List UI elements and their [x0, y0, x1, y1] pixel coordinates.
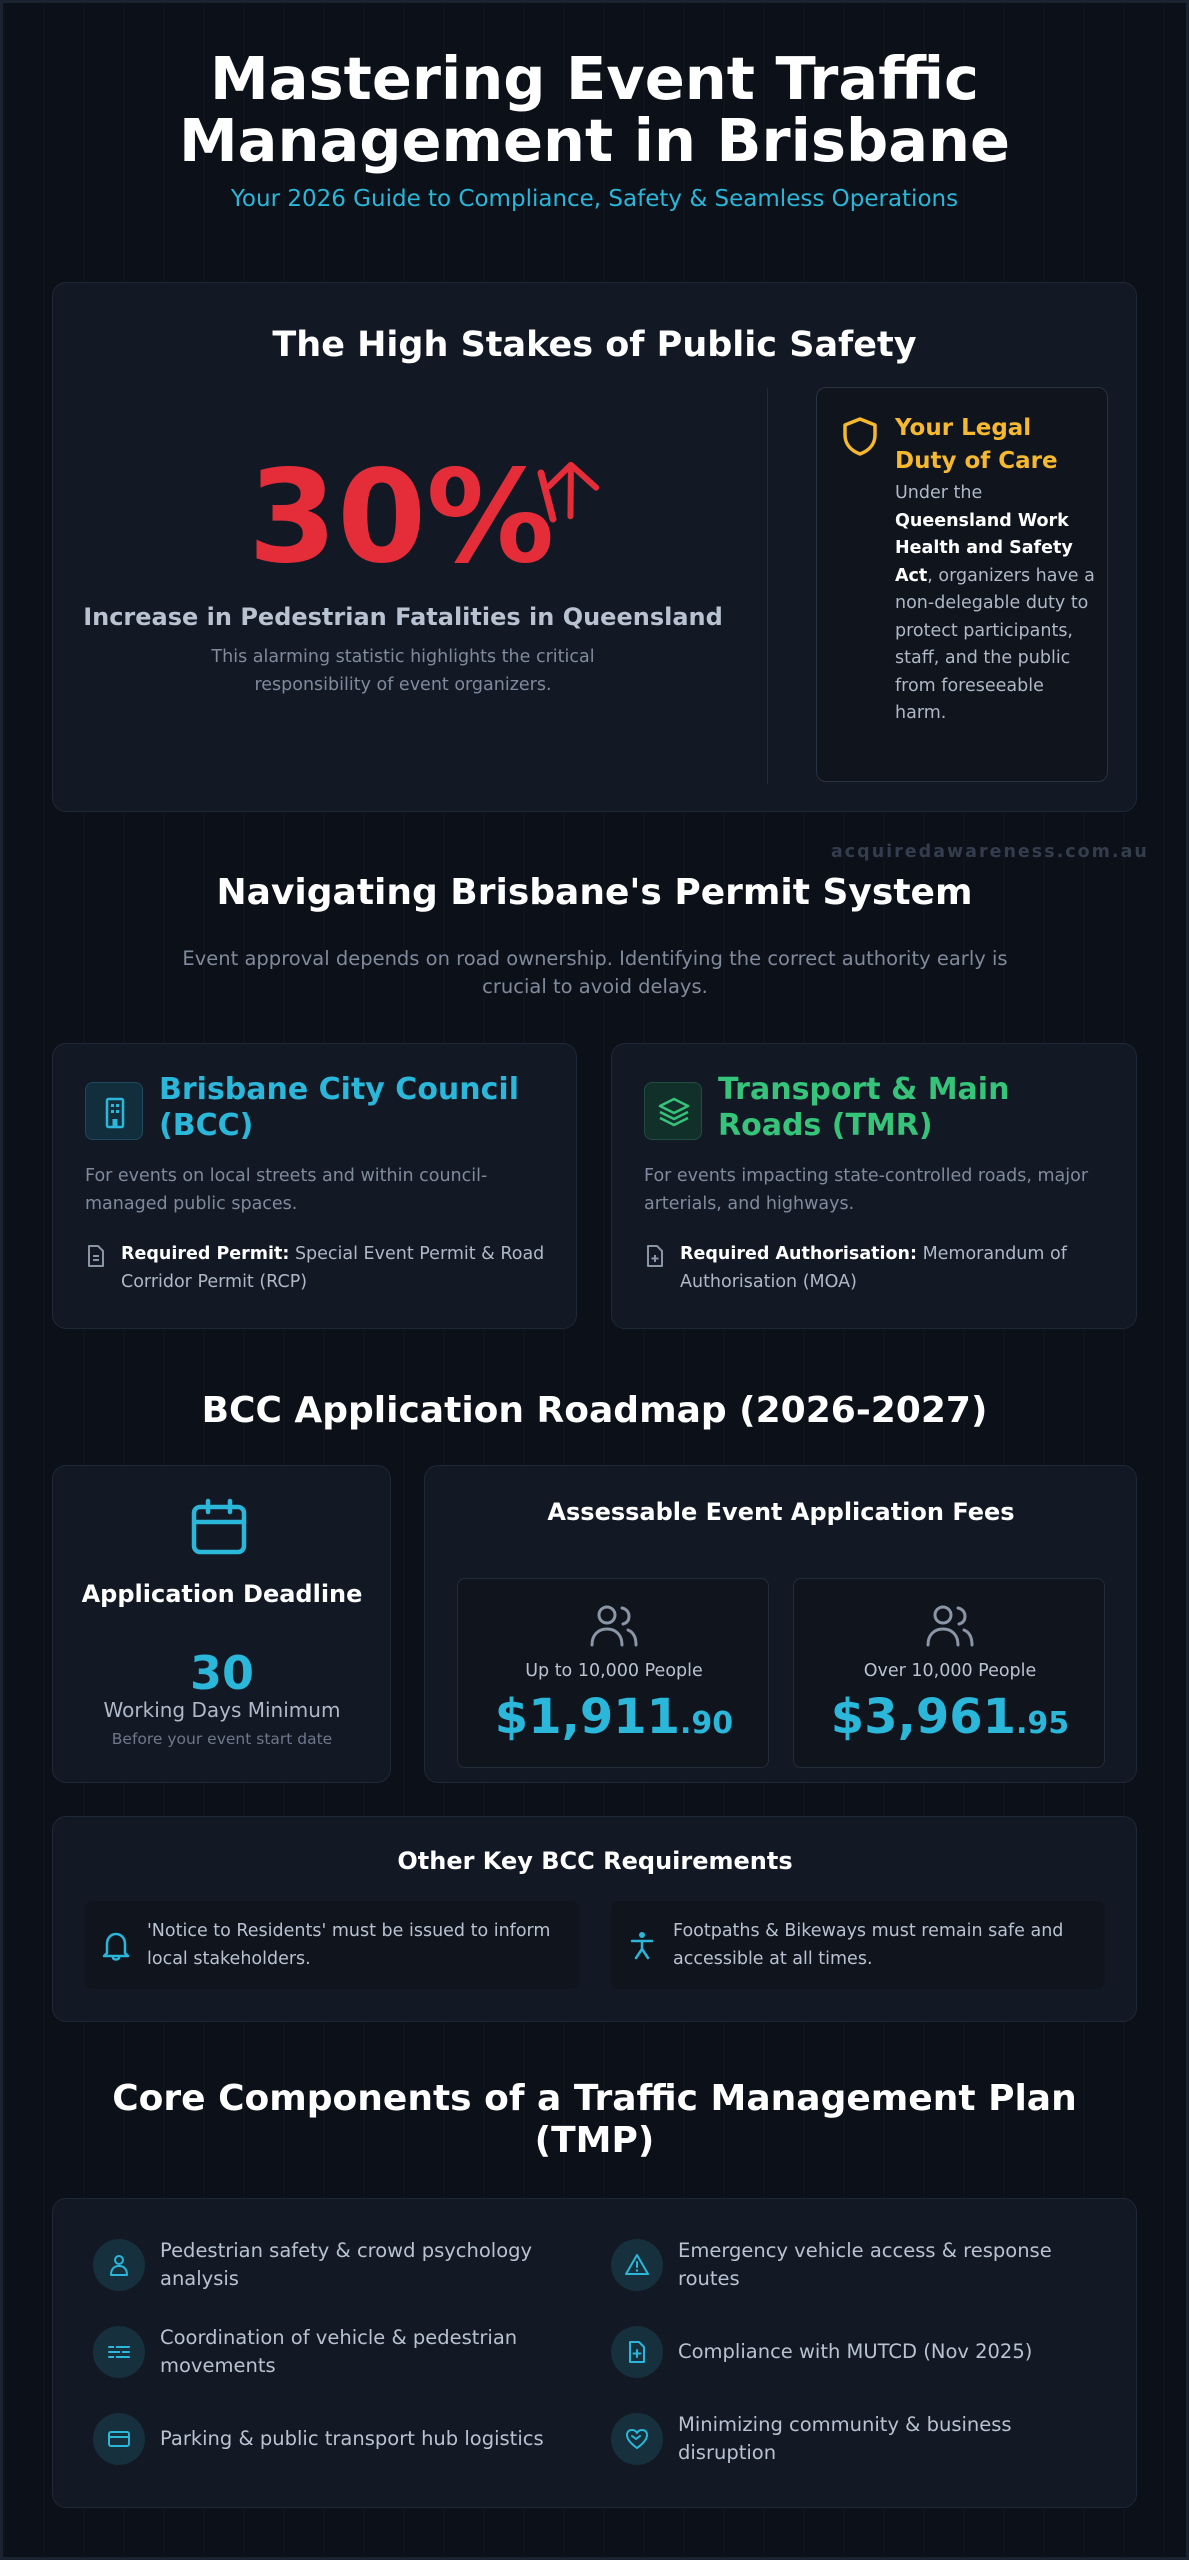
document-icon [85, 1244, 107, 1268]
stakes-card [52, 282, 1137, 812]
bcc-title: Brisbane City Council (BCC) [159, 1072, 519, 1143]
fees-card [424, 1465, 1137, 1783]
requirement-item [85, 1901, 579, 1989]
deadline-note: Before your event start date [111, 1730, 333, 1748]
fee-amount: $3,961.95 [830, 1689, 1070, 1745]
requirement-item [611, 1901, 1105, 1989]
requirement-text: 'Notice to Residents' must be issued to inform local stakeholders. [147, 1921, 551, 1969]
permits-description: Event approval depends on road ownership. Identifying the correct authority early is crucial to avoid delays. [182, 947, 1008, 998]
other-requirements-title: Other Key BCC Requirements [397, 1847, 793, 1875]
warning-icon [624, 2252, 650, 2278]
tmp-item [611, 2407, 1091, 2471]
tmp-item [93, 2320, 573, 2384]
tmp-item-text: Minimizing community & business disruption [678, 2413, 1012, 2464]
page-subtitle: Your 2026 Guide to Compliance, Safety & Seamless Operations [230, 186, 959, 212]
fee-label: Over 10,000 People [863, 1661, 1037, 1681]
tmp-item-text: Coordination of vehicle & pedestrian movements [160, 2326, 518, 2377]
bell-icon [101, 1929, 131, 1961]
document-plus-icon [644, 1244, 666, 1268]
duty-text: Under the Queensland Work Health and Safety Act, organizers have a non-delegable duty to protect participants, staff, and the public from foreseeable harm. [895, 483, 1095, 723]
fee-box-large [793, 1578, 1105, 1768]
duty-of-care-box [816, 387, 1108, 782]
statistic-description: This alarming statistic highlights the critical responsibility of event organizers. [211, 647, 595, 695]
tmp-item [611, 2233, 1091, 2297]
person-icon [106, 2252, 132, 2278]
calendar-icon [190, 1498, 248, 1556]
tmp-icon-wrap [93, 2326, 145, 2378]
requirement-text: Footpaths & Bikeways must remain safe and accessible at all times. [673, 1921, 1064, 1969]
roadmap-title: BCC Application Roadmap (2026-2027) [201, 1390, 988, 1431]
tmp-icon-wrap [93, 2413, 145, 2465]
layers-icon [645, 1083, 703, 1141]
tmp-icon-wrap [93, 2239, 145, 2291]
page-title [0, 44, 1189, 175]
page-title-line-2: Management in Brisbane [178, 106, 1011, 175]
lanes-icon [106, 2339, 132, 2365]
tmp-icon-wrap [611, 2326, 663, 2378]
deadline-value: 30 [189, 1646, 254, 1700]
heart-handshake-icon [624, 2426, 650, 2452]
statistic-label: Increase in Pedestrian Fatalities in Queensland [83, 603, 723, 631]
pedestrian-icon [627, 1929, 657, 1961]
tmp-item-text: Parking & public transport hub logistics [160, 2427, 544, 2450]
tmp-item-text: Emergency vehicle access & response routes [678, 2239, 1052, 2290]
users-icon [588, 1603, 640, 1649]
card-icon [106, 2426, 132, 2452]
users-icon [924, 1603, 976, 1649]
bcc-requirement: Required Permit: Special Event Permit & Road Corridor Permit (RCP) [121, 1244, 545, 1292]
deadline-unit: Working Days Minimum [103, 1698, 341, 1722]
building-icon [86, 1083, 144, 1141]
tmp-item [611, 2320, 1091, 2384]
tmp-icon-wrap [611, 2413, 663, 2465]
tmp-title: Core Components of a Traffic Management Plan (TMP) [112, 2078, 1077, 2161]
tmp-item-text: Compliance with MUTCD (Nov 2025) [678, 2340, 1033, 2363]
bcc-description: For events on local streets and within council-managed public spaces. [85, 1166, 488, 1214]
tmr-card [611, 1043, 1137, 1329]
fee-label: Up to 10,000 People [525, 1661, 703, 1681]
document-plus-icon [624, 2339, 650, 2365]
tmr-icon-box [644, 1082, 702, 1140]
stakes-title: The High Stakes of Public Safety [272, 325, 917, 365]
statistic-value: 30% [248, 443, 555, 592]
bcc-card [52, 1043, 577, 1329]
tmr-requirement: Required Authorisation: Memorandum of Authorisation (MOA) [680, 1244, 1067, 1292]
deadline-title: Application Deadline [81, 1580, 363, 1608]
tmp-item [93, 2407, 573, 2471]
tmr-title: Transport & Main Roads (TMR) [718, 1072, 1010, 1143]
tmp-item-text: Pedestrian safety & crowd psychology analysis [160, 2239, 533, 2290]
bcc-icon-box [85, 1082, 143, 1140]
fee-amount: $1,911.90 [494, 1689, 734, 1745]
deadline-card [52, 1465, 391, 1783]
tmp-item [93, 2233, 573, 2297]
arrow-up-icon [531, 461, 603, 533]
act-name: Queensland Work Health and Safety Act [895, 510, 1073, 586]
page-title-line-1: Mastering Event Traffic [210, 44, 979, 113]
duty-title: Your Legal Duty of Care [895, 415, 1058, 474]
permits-title: Navigating Brisbane's Permit System [216, 872, 973, 913]
shield-icon [841, 416, 879, 456]
other-requirements-card [52, 1816, 1137, 2022]
watermark: acquiredawareness.com.au [831, 842, 1149, 862]
tmp-icon-wrap [611, 2239, 663, 2291]
divider [767, 388, 768, 784]
fee-box-small [457, 1578, 769, 1768]
tmp-card [52, 2198, 1137, 2508]
fees-title: Assessable Event Application Fees [547, 1498, 1015, 1526]
tmr-description: For events impacting state-controlled roads, major arterials, and highways. [644, 1166, 1089, 1214]
